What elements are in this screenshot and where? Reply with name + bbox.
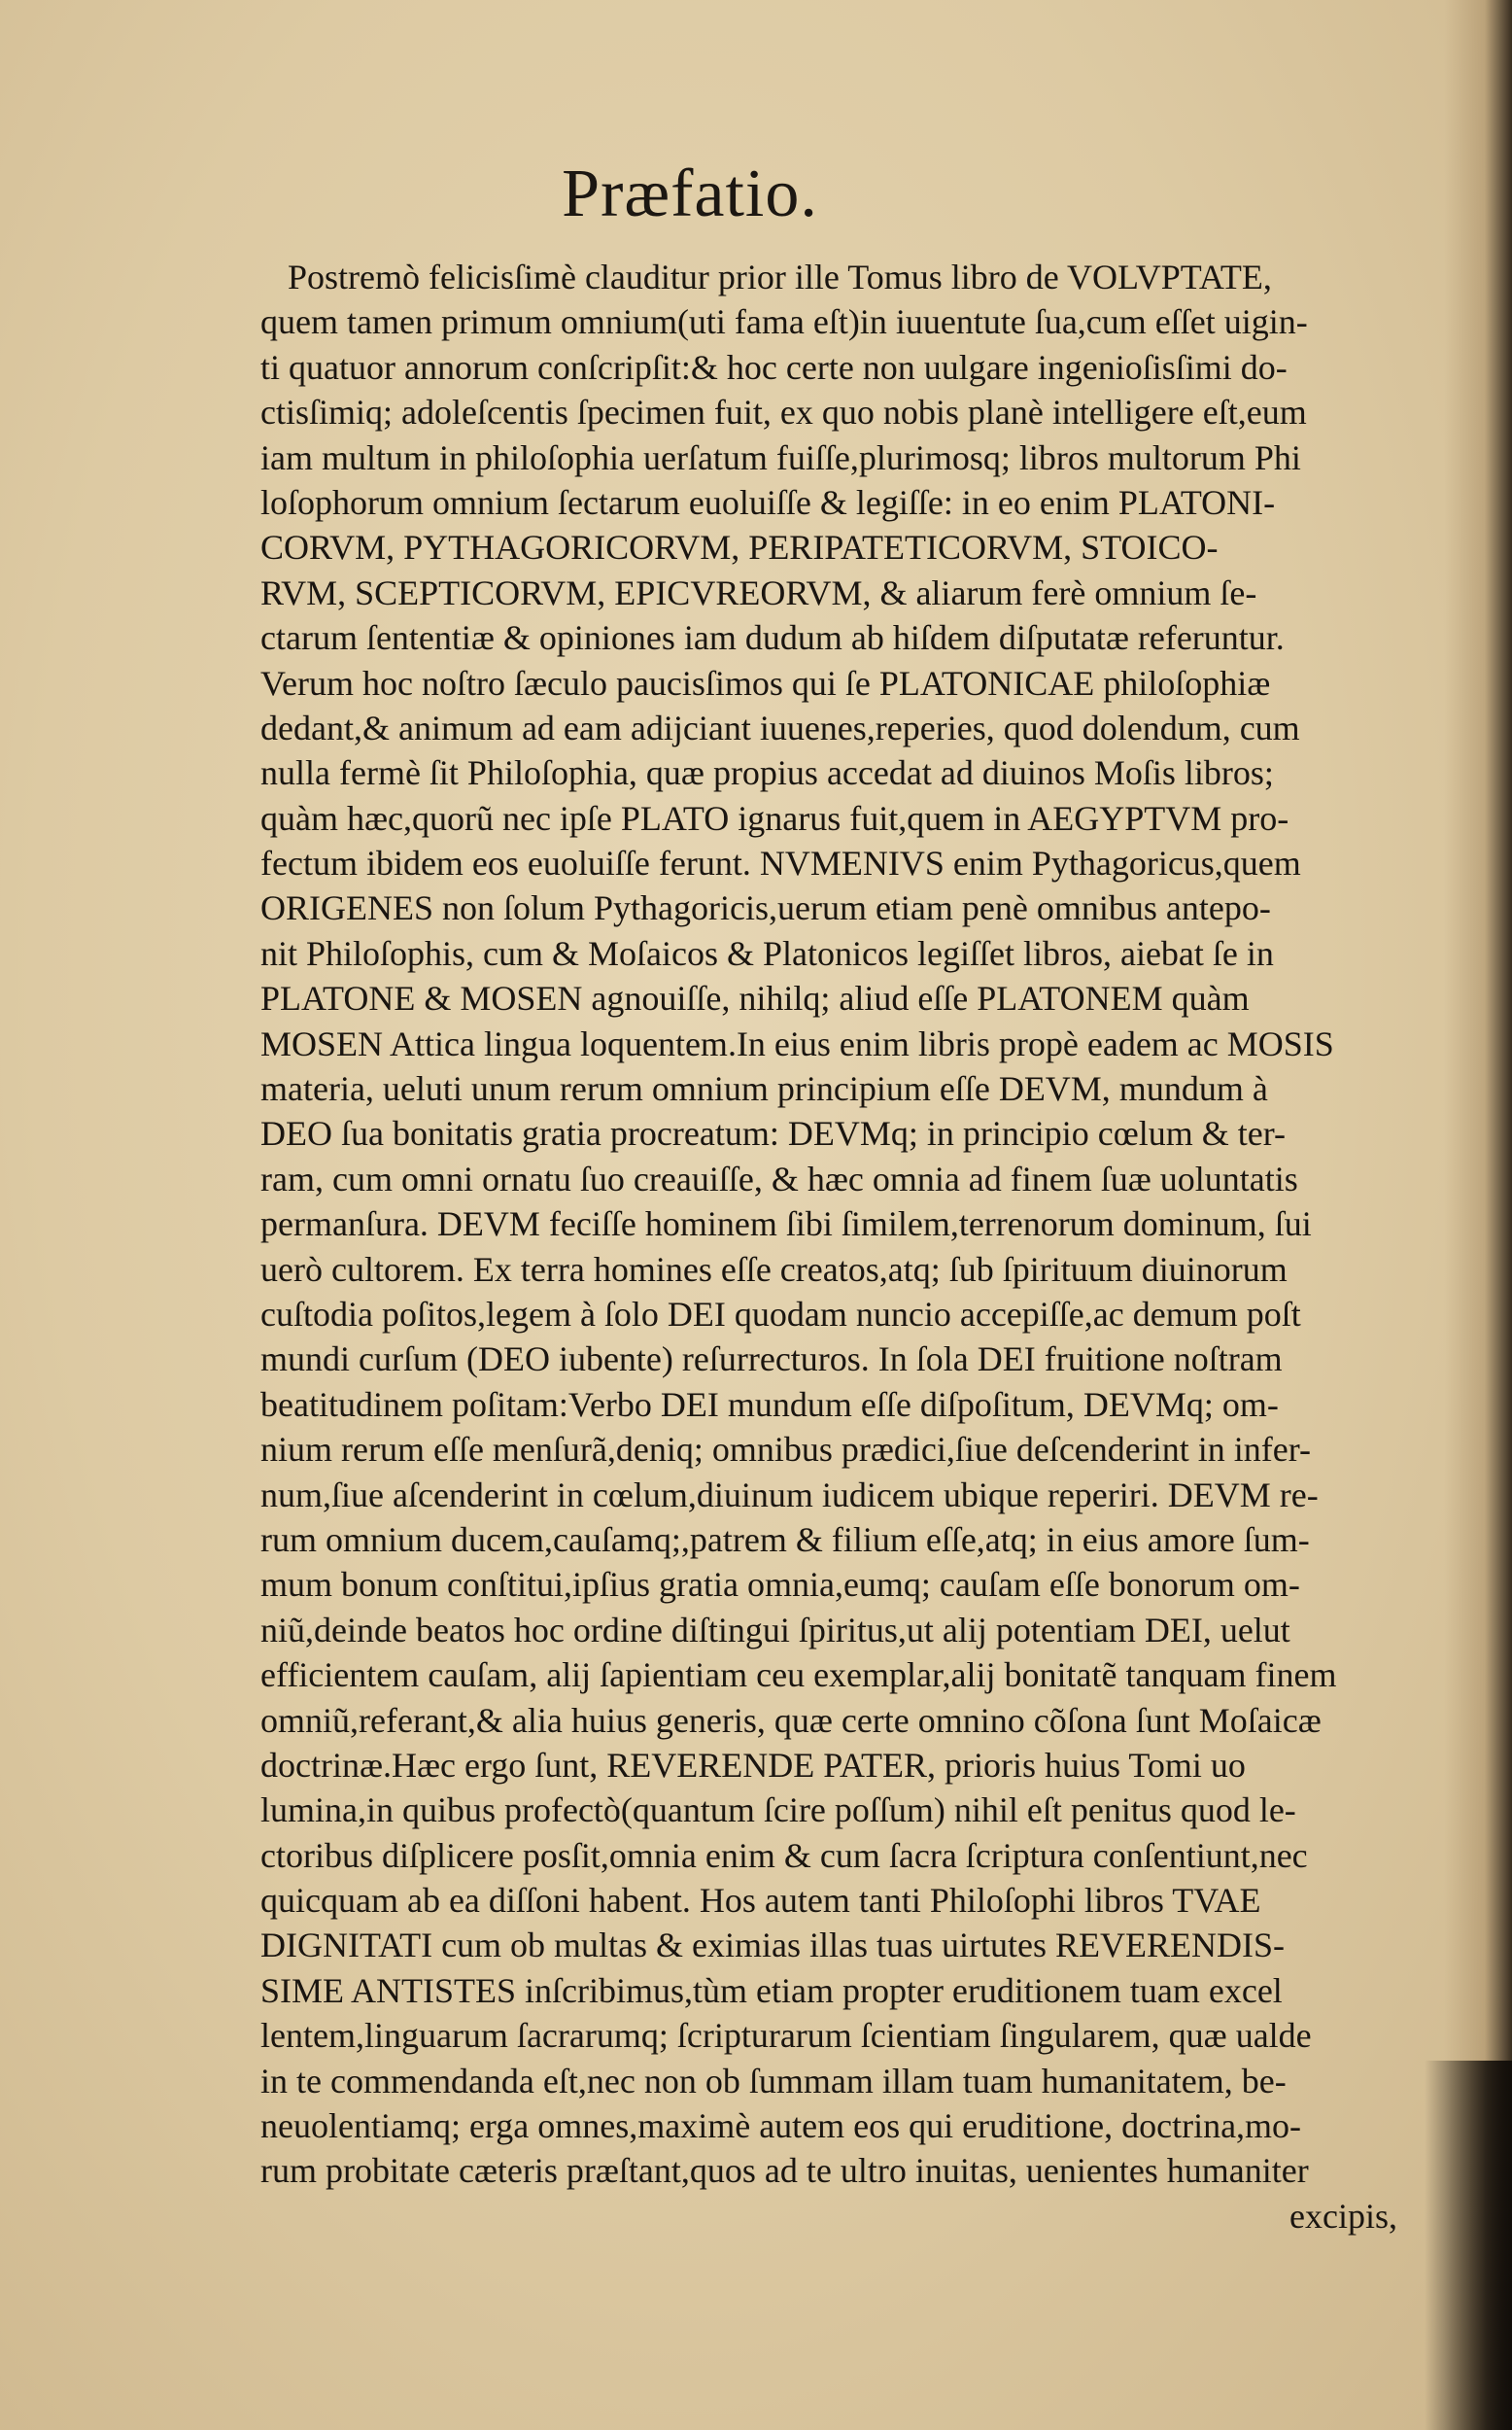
body-text: [260, 255, 1407, 2239]
text-line: rum probitate cæteris præſtant,quos ad te ultro inuitas, uenientes humaniter: [260, 2151, 1309, 2191]
text-line: iam multum in philoſophia uerſatum fuiſſe,plurimosq; libros multorum Phi: [260, 437, 1301, 477]
page-edge-stain: [1425, 2061, 1512, 2430]
text-line: doctrinæ.Hæc ergo ſunt, REVERENDE PATER, prioris huius Tomi uo: [260, 1745, 1246, 1785]
text-line: ti quatuor annorum conſcripſit:& hoc certe non uulgare ingenioſisſimi do-: [260, 347, 1288, 387]
text-line: mundi curſum (DEO iubente) reſurrecturos. In ſola DEI fruitione noſtram: [260, 1339, 1283, 1379]
text-line: efficientem cauſam, alij ſapientiam ceu exemplar,alij bonitatẽ tanquam finem: [260, 1655, 1337, 1695]
text-line: ORIGENES non ſolum Pythagoricis,uerum etiam penè omnibus antepo-: [260, 888, 1271, 928]
text-line: niũ,deinde beatos hoc ordine diſtingui ſpiritus,ut alij potentiam DEI, uelut: [260, 1610, 1290, 1649]
text-line: nit Philoſophis, cum & Moſaicos & Platonicos legiſſet libros, aiebat ſe in: [260, 933, 1274, 973]
text-line: beatitudinem poſitam:Verbo DEI mundum eſſe diſpoſitum, DEVMq; om-: [260, 1384, 1279, 1424]
text-line: quàm hæc,quorũ nec ipſe PLATO ignarus fuit,quem in AEGYPTVM pro-: [260, 798, 1289, 838]
catchword: excipis,: [1289, 2196, 1397, 2236]
text-line: CORVM, PYTHAGORICORVM, PERIPATETICORVM, STOICO-: [260, 528, 1219, 568]
text-line: nulla fermè ſit Philoſophia, quæ propius accedat ad diuinos Moſis libros;: [260, 753, 1274, 793]
text-line: neuolentiamq; erga omnes,maximè autem eos qui eruditione, doctrina,mo-: [260, 2106, 1302, 2146]
text-line: rum omnium ducem,cauſamq;,patrem & filium eſſe,atq; in eius amore ſum-: [260, 1519, 1310, 1559]
text-line: nium rerum eſſe menſurã,deniq; omnibus prædici,ſiue deſcenderint in infer-: [260, 1430, 1311, 1470]
text-line: num,ſiue aſcenderint in cœlum,diuinum iudicem ubique reperiri. DEVM re-: [260, 1475, 1319, 1514]
text-line: PLATONE & MOSEN agnouiſſe, nihilq; aliud eſſe PLATONEM quàm: [260, 979, 1250, 1019]
text-line: Postremò felicisſimè clauditur prior ille Tomus libro de VOLVPTATE,: [288, 258, 1272, 296]
text-line: cuſtodia poſitos,legem à ſolo DEI quodam nuncio accepiſſe,ac demum poſt: [260, 1294, 1301, 1334]
text-line: dedant,& animum ad eam adijciant iuuenes,reperies, quod dolendum, cum: [260, 708, 1300, 747]
text-line: loſophorum omnium ſectarum euoluiſſe & legiſſe: in eo enim PLATONI-: [260, 482, 1276, 522]
text-line: permanſura. DEVM feciſſe hominem ſibi ſimilem,terrenorum dominum, ſui: [260, 1204, 1312, 1244]
text-line: DEO ſua bonitatis gratia procreatum: DEVMq; in principio cœlum & ter-: [260, 1114, 1287, 1154]
text-line: quem tamen primum omnium(uti fama eſt)in iuuentute ſua,cum eſſet uigin-: [260, 302, 1308, 342]
text-line: ram, cum omni ornatu ſuo creauiſſe, & hæc omnia ad finem ſuæ uoluntatis: [260, 1159, 1298, 1198]
page-title: Præfatio.: [562, 156, 818, 231]
text-line: Verum hoc noſtro ſæculo paucisſimos qui ſe PLATONICAE philoſophiæ: [260, 663, 1271, 703]
text-line: lumina,in quibus profectò(quantum ſcire poſſum) nihil eſt penitus quod le-: [260, 1790, 1296, 1830]
text-line: ctoribus diſplicere posſit,omnia enim & cum ſacra ſcriptura conſentiunt,nec: [260, 1835, 1308, 1875]
text-line: fectum ibidem eos euoluiſſe ferunt. NVMENIVS enim Pythagoricus,quem: [260, 844, 1301, 884]
text-line: MOSEN Attica lingua loquentem.In eius enim libris propè eadem ac MOSIS: [260, 1024, 1334, 1063]
text-line: materia, ueluti unum rerum omnium principium eſſe DEVM, mundum à: [260, 1069, 1268, 1109]
text-line: SIME ANTISTES inſcribimus,tùm etiam propter eruditionem tuam excel: [260, 1970, 1283, 2010]
text-line: ctarum ſententiæ & opiniones iam dudum ab hiſdem diſputatæ referuntur.: [260, 618, 1285, 658]
text-line: omniũ,referant,& alia huius generis, quæ certe omnino cõſona ſunt Moſaicæ: [260, 1700, 1322, 1740]
text-line: in te commendanda eſt,nec non ob ſummam illam tuam humanitatem, be-: [260, 2061, 1287, 2100]
text-line: mum bonum conſtitui,ipſius gratia omnia,eumq; cauſam eſſe bonorum om-: [260, 1565, 1300, 1605]
text-line: quicquam ab ea diſſoni habent. Hos autem tanti Philoſophi libros TVAE: [260, 1881, 1261, 1921]
text-line: uerò cultorem. Ex terra homines eſſe creatos,atq; ſub ſpirituum diuinorum: [260, 1249, 1288, 1289]
text-line: RVM, SCEPTICORVM, EPICVREORVM, & aliarum ferè omnium ſe-: [260, 573, 1257, 612]
text-line: lentem,linguarum ſacrarumq; ſcripturarum ſcientiam ſingularem, quæ ualde: [260, 2016, 1312, 2056]
text-line: DIGNITATI cum ob multas & eximias illas tuas uirtutes REVERENDIS-: [260, 1926, 1285, 1965]
text-line: ctisſimiq; adoleſcentis ſpecimen fuit, ex quo nobis planè intelligere eſt,eum: [260, 393, 1307, 433]
